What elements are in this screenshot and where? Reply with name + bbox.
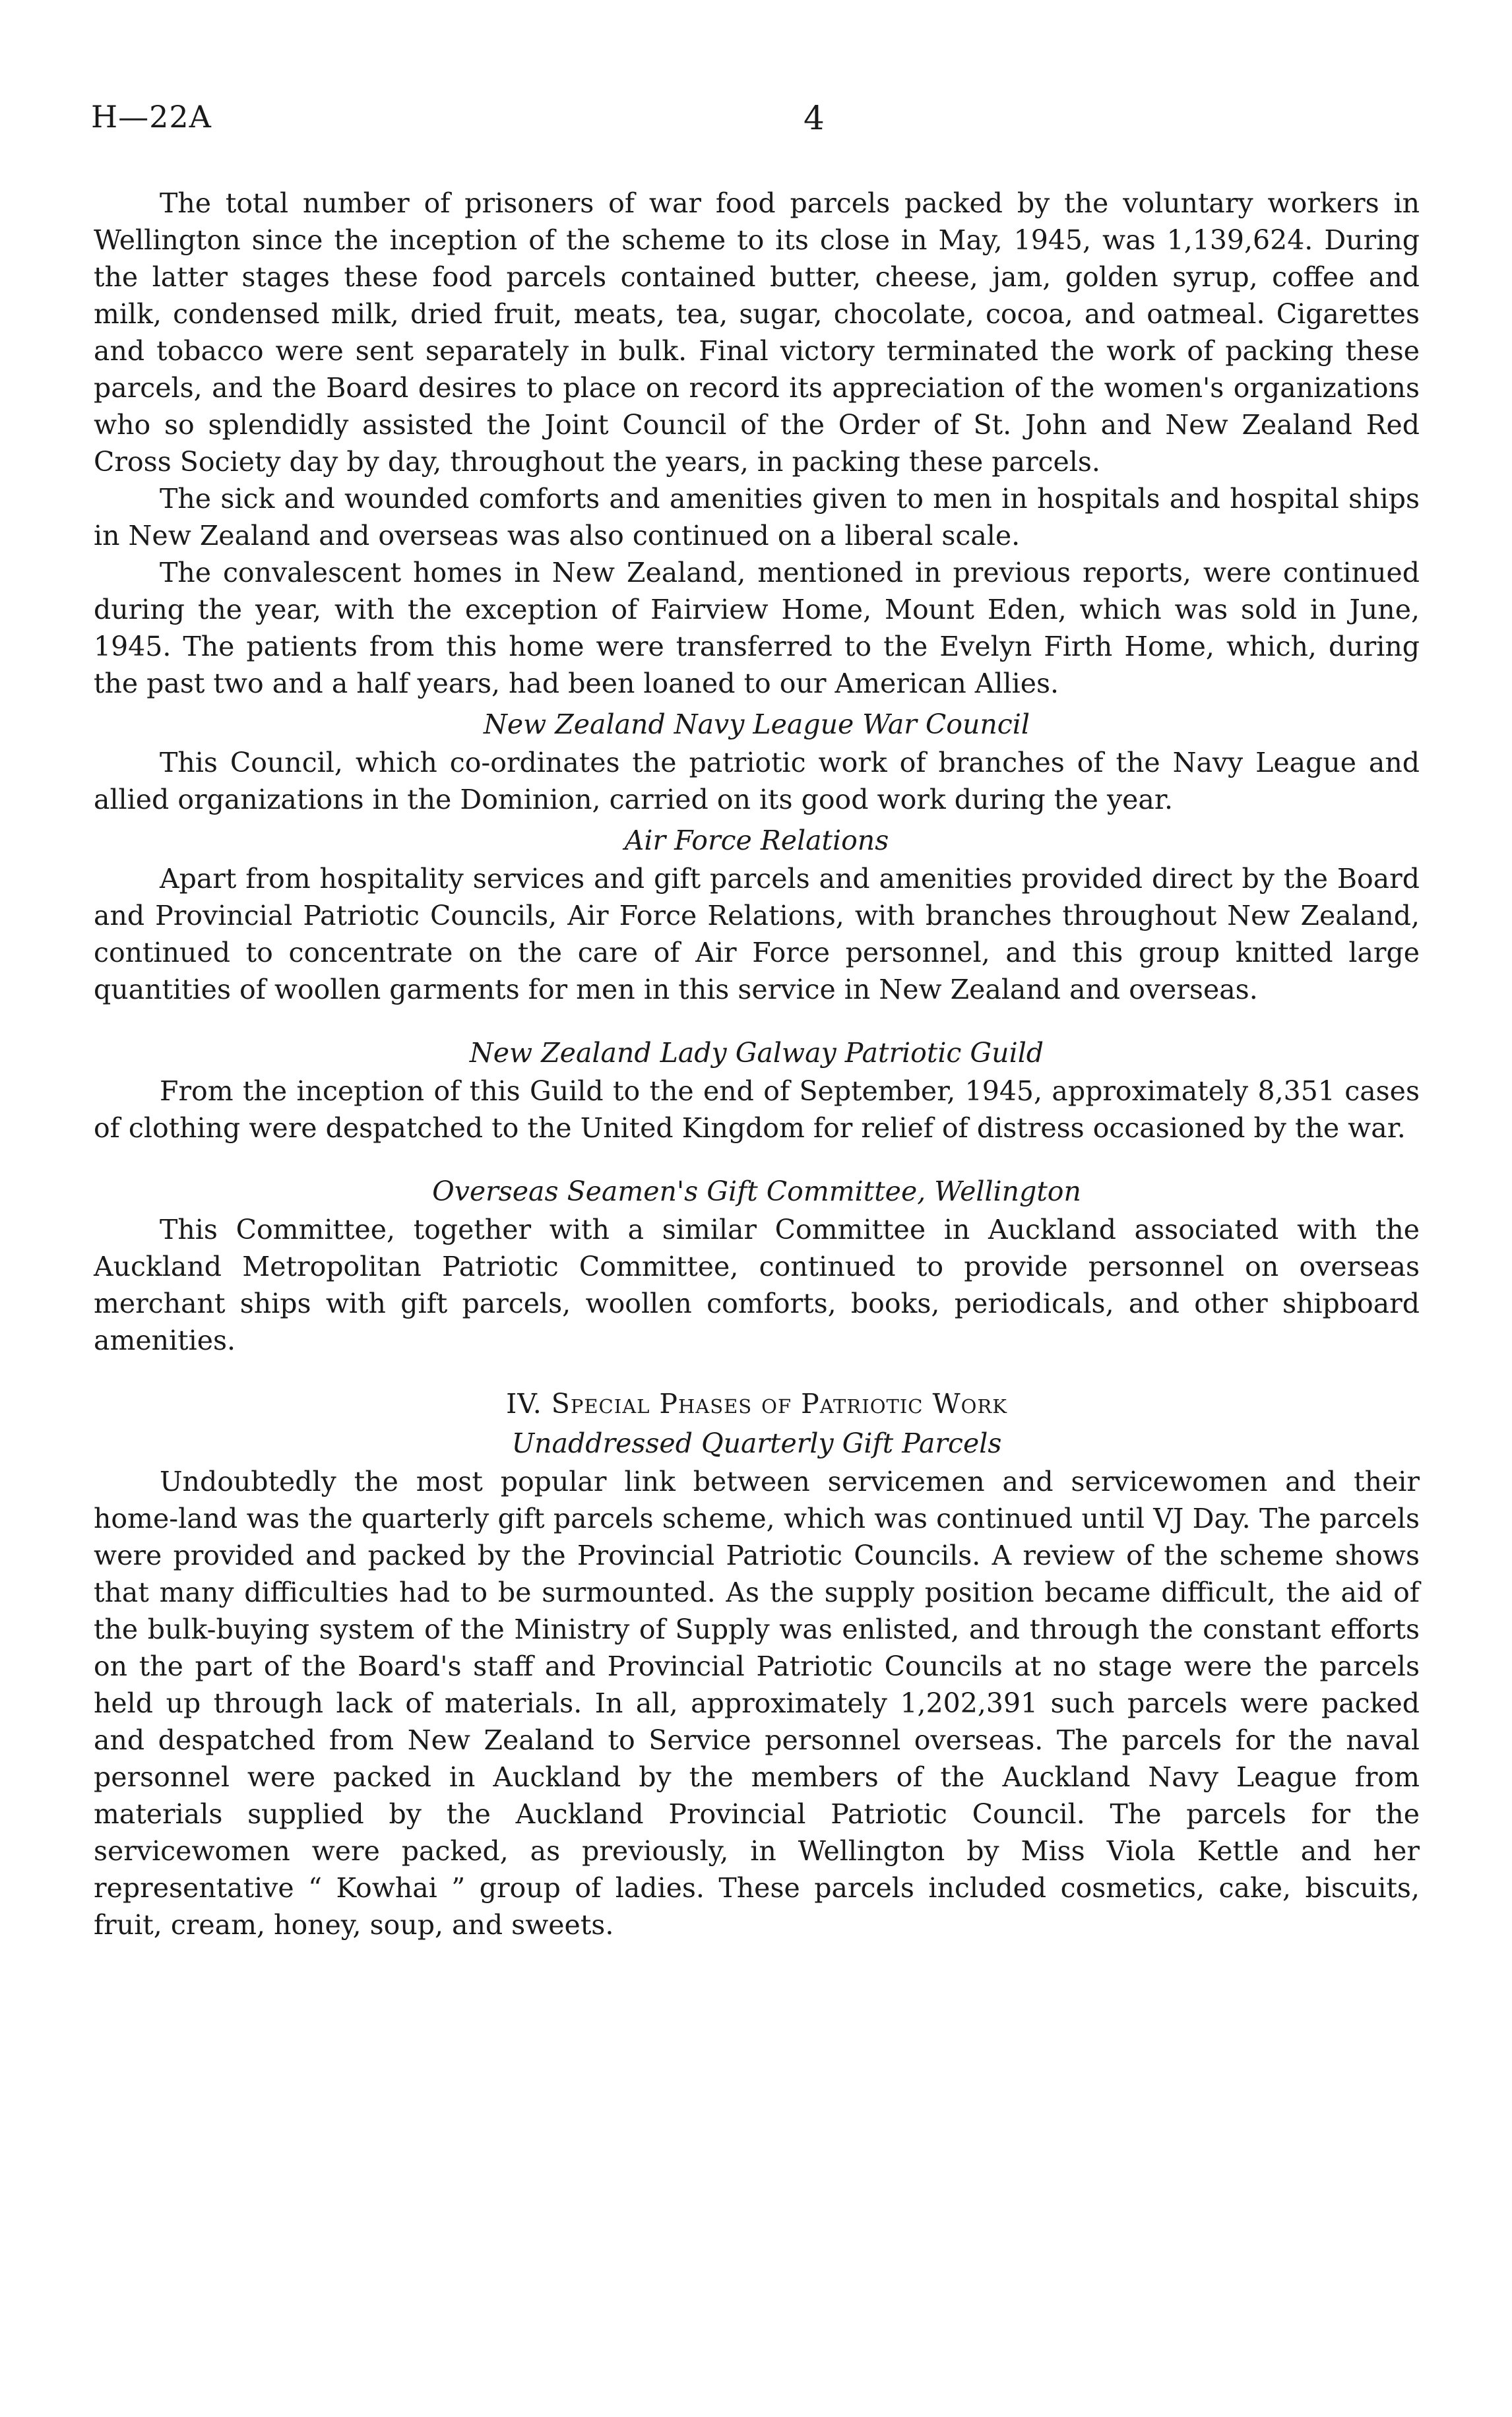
heading-quarterly-parcels: Unaddressed Quarterly Gift Parcels <box>511 1428 1002 1459</box>
paragraph-pow-parcels: The total number of prisoners of war food parcels packed by the voluntary workers in Wellington since the inception of the scheme to its close in May, 1945, was 1,139,624. During the latter stages these food parcels contained butter, cheese, jam, golden syrup, coffee and milk, condensed milk, dried fruit, meats, tea, sugar, chocolate, cocoa, and oatmeal. Cigarettes and tobacco were sent separately in bulk. Final victory terminated the work of packing these parcels, and the Board desires to place on record its appreciation of the women's organizations who so splendidly assisted the Joint Council of the Order of St. John and New Zealand Red Cross Society day by day, throughout the years, in packing these parcels. <box>94 187 1420 478</box>
heading-part-iv: IV. Special Phases of Patriotic Work <box>506 1388 1007 1420</box>
paragraph-lady-galway: From the inception of this Guild to the end of September, 1945, approximately 8,351 cases of clothing were despatched to the United Kingdom for relief of distress occasioned by the war. <box>94 1075 1420 1144</box>
paragraph-air-force: Apart from hospitality services and gift parcels and amenities provided direct by the Board and Provincial Patriotic Councils, Air Force Relations, with branches throughout New Zealand, continued to concentrate on the care of Air Force personnel, and this group knitted large quantities of woollen garments for men in this service in New Zealand and overseas. <box>94 863 1420 1005</box>
paragraph-convalescent-homes: The convalescent homes in New Zealand, mentioned in previous reports, were continued during the year, with the exception of Fairview Home, Mount Eden, which was sold in June, 1945. The patients from this home were transferred to the Evelyn Firth Home, which, during the past two and a half years, had been loaned to our American Allies. <box>94 557 1420 699</box>
paragraph-sick-wounded: The sick and wounded comforts and amenities given to men in hospitals and hospital ships in New Zealand and overseas was also continued on a liberal scale. <box>94 483 1420 551</box>
page-number: 4 <box>803 99 825 137</box>
heading-navy-league: New Zealand Navy League War Council <box>484 708 1030 740</box>
spacer <box>94 1359 1420 1384</box>
paragraph-seamens-committee: This Committee, together with a similar Committee in Auckland associated with the Auckland Metropolitan Patriotic Committee, continued to provide personnel on overseas merchant ships with gift parcels, woollen comforts, books, periodicals, and other shipboard amenities. <box>94 1214 1420 1356</box>
heading-lady-galway: New Zealand Lady Galway Patriotic Guild <box>469 1037 1044 1069</box>
spacer <box>94 1008 1420 1033</box>
paragraph-navy-league: This Council, which co-ordinates the patriotic work of branches of the Navy League and allied organizations in the Dominion, carried on its good work during the year. <box>94 747 1420 815</box>
spacer <box>94 1146 1420 1172</box>
page-header <box>91 99 1424 145</box>
heading-air-force: Air Force Relations <box>624 825 889 856</box>
paragraph-quarterly-parcels: Undoubtedly the most popular link between servicemen and servicewomen and their home-land was the quarterly gift parcels scheme, which was continued until VJ Day. The parcels were provided and packed by the Provincial Patriotic Councils. A review of the scheme shows that many difficulties had to be surmounted. As the supply position became difficult, the aid of the bulk-buying system of the Ministry of Supply was enlisted, and through the constant efforts on the part of the Board's staff and Provincial Patriotic Councils at no stage were the parcels held up through lack of materials. In all, approximately 1,202,391 such parcels were packed and despatched from New Zealand to Service personnel overseas. The parcels for the naval personnel were packed in Auckland by the members of the Auckland Navy League from materials supplied by the Auckland Provincial Patriotic Council. The parcels for the servicewomen were packed, as previously, in Wellington by Miss Viola Kettle and her representative “ Kowhai ” group of ladies. These parcels included cosmetics, cake, biscuits, fruit, cream, honey, soup, and sweets. <box>94 1466 1420 1941</box>
page-body <box>94 185 1420 1943</box>
document-reference: H—22A <box>91 99 212 135</box>
heading-seamens-committee: Overseas Seamen's Gift Committee, Wellington <box>432 1176 1081 1207</box>
